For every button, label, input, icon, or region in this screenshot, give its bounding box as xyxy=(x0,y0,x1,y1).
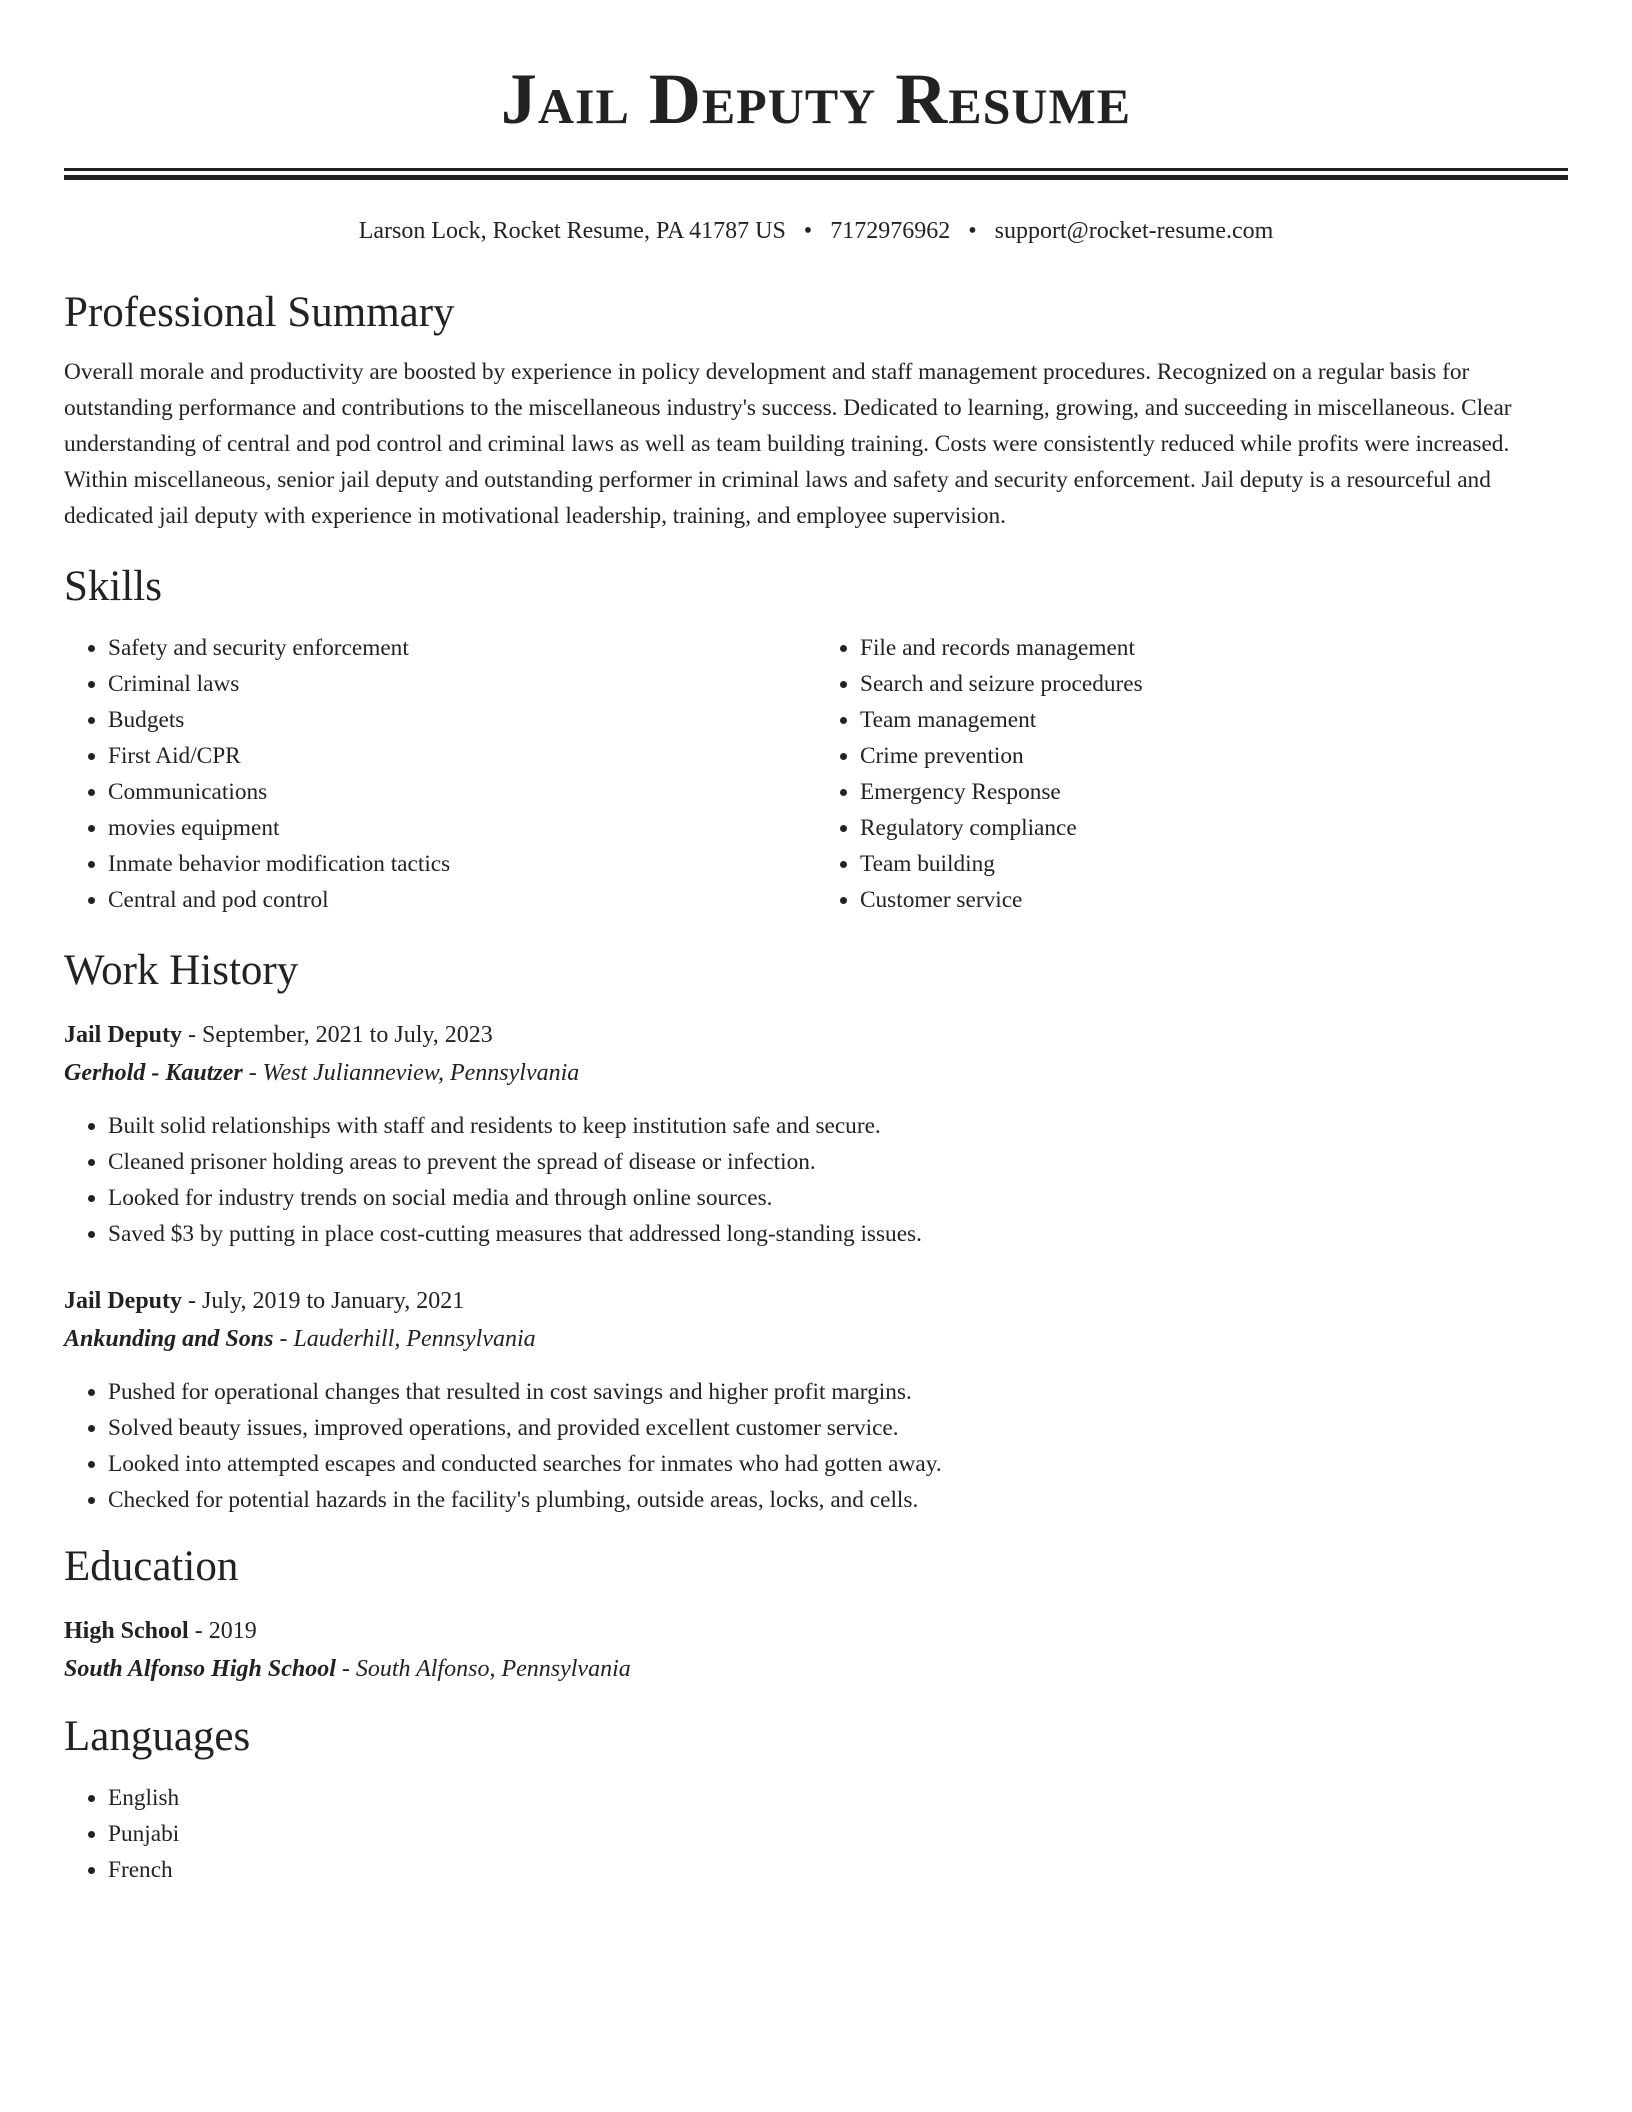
language-item: • English xyxy=(108,1780,1568,1816)
job-bullet: • Checked for potential hazards in the facility's plumbing, outside areas, locks, and cells. xyxy=(108,1482,1568,1518)
job-title: Jail Deputy xyxy=(64,1022,183,1048)
contact-separator: • xyxy=(968,218,977,244)
job-company: Gerhold - Kautzer xyxy=(64,1060,243,1086)
skills-heading: Skills xyxy=(64,563,162,610)
job-company-line xyxy=(64,1320,1568,1358)
job-bullets xyxy=(64,1108,1568,1252)
job-bullet: • Solved beauty issues, improved operations, and provided excellent customer service. xyxy=(108,1410,1568,1446)
education-year: - 2019 xyxy=(188,1618,257,1644)
job-bullet: • Pushed for operational changes that resulted in cost savings and higher profit margins. xyxy=(108,1374,1568,1410)
job-bullet: • Cleaned prisoner holding areas to prevent the spread of disease or infection. xyxy=(108,1144,1568,1180)
job-location: - West Julianneview, Pennsylvania xyxy=(242,1060,580,1086)
skills-list-right xyxy=(816,630,1568,918)
education-degree-line xyxy=(64,1612,1568,1650)
job-title: Jail Deputy xyxy=(64,1288,183,1314)
contact-email: support@rocket-resume.com xyxy=(994,218,1274,244)
job-entry xyxy=(64,1016,1568,1252)
skill-item: • movies equipment xyxy=(108,810,816,846)
job-title-line xyxy=(64,1282,1568,1320)
contact-phone: 7172976962 xyxy=(830,218,951,244)
skill-item: • Regulatory compliance xyxy=(860,810,1568,846)
title-divider-bottom xyxy=(64,175,1568,180)
contact-line xyxy=(64,214,1568,248)
skill-item: • Budgets xyxy=(108,702,816,738)
job-company-line xyxy=(64,1054,1568,1092)
contact-address: Larson Lock, Rocket Resume, PA 41787 US xyxy=(358,218,786,244)
skill-item: • Inmate behavior modification tactics xyxy=(108,846,816,882)
work-history-heading: Work History xyxy=(64,947,299,994)
job-bullet: • Built solid relationships with staff and residents to keep institution safe and secure. xyxy=(108,1108,1568,1144)
resume-title: Jail Deputy Resume xyxy=(500,59,1132,139)
job-dates: - July, 2019 to January, 2021 xyxy=(182,1288,465,1314)
job-entry xyxy=(64,1282,1568,1518)
skill-item: • Search and seizure procedures xyxy=(860,666,1568,702)
education-degree: High School xyxy=(64,1618,189,1644)
skill-item: • Team building xyxy=(860,846,1568,882)
job-company: Ankunding and Sons xyxy=(64,1326,274,1352)
job-dates: - September, 2021 to July, 2023 xyxy=(182,1022,493,1048)
skill-item: • Crime prevention xyxy=(860,738,1568,774)
skill-item: • First Aid/CPR xyxy=(108,738,816,774)
languages-list xyxy=(64,1780,1568,1888)
job-location: - Lauderhill, Pennsylvania xyxy=(273,1326,536,1352)
language-item: • French xyxy=(108,1852,1568,1888)
education-school: South Alfonso High School xyxy=(64,1656,336,1682)
contact-separator: • xyxy=(803,218,813,244)
education-school-line xyxy=(64,1650,1568,1688)
summary-text: Overall morale and productivity are boosted by experience in policy development and staff management procedures. Recognized on a regular basis for outstanding performance and contributions to the miscellaneous industry's success. Dedicated to learning, growing, and succeeding in miscellaneous. Clear understanding of central and pod control and criminal laws as well as team building training. Costs were consistently reduced while profits were increased. Within miscellaneous, senior jail deputy and outstanding performer in criminal laws and safety and security enforcement. Jail deputy is a resourceful and dedicated jail deputy with experience in motivational leadership, training, and employee supervision. xyxy=(64,359,1512,529)
languages-heading: Languages xyxy=(64,1713,251,1760)
job-title-line xyxy=(64,1016,1568,1054)
job-bullets xyxy=(64,1374,1568,1518)
language-item: • Punjabi xyxy=(108,1816,1568,1852)
skill-item: • Team management xyxy=(860,702,1568,738)
resume-page xyxy=(64,0,1568,1888)
skill-item: • Communications xyxy=(108,774,816,810)
job-bullet: • Looked into attempted escapes and conducted searches for inmates who had gotten away. xyxy=(108,1446,1568,1482)
skill-item: • Customer service xyxy=(860,882,1568,918)
skill-item: • Emergency Response xyxy=(860,774,1568,810)
job-bullet: • Saved $3 by putting in place cost-cutting measures that addressed long-standing issues. xyxy=(108,1216,1568,1252)
skill-item: • Safety and security enforcement xyxy=(108,630,816,666)
skills-columns xyxy=(64,630,1568,918)
summary-heading: Professional Summary xyxy=(64,289,455,336)
skill-item: • Central and pod control xyxy=(108,882,816,918)
skill-item: • File and records management xyxy=(860,630,1568,666)
skill-item: • Criminal laws xyxy=(108,666,816,702)
job-bullet: • Looked for industry trends on social media and through online sources. xyxy=(108,1180,1568,1216)
skills-list-left xyxy=(64,630,816,918)
title-divider-top xyxy=(64,168,1568,171)
education-entry xyxy=(64,1612,1568,1688)
education-location: - South Alfonso, Pennsylvania xyxy=(335,1656,631,1682)
education-heading: Education xyxy=(64,1543,239,1590)
